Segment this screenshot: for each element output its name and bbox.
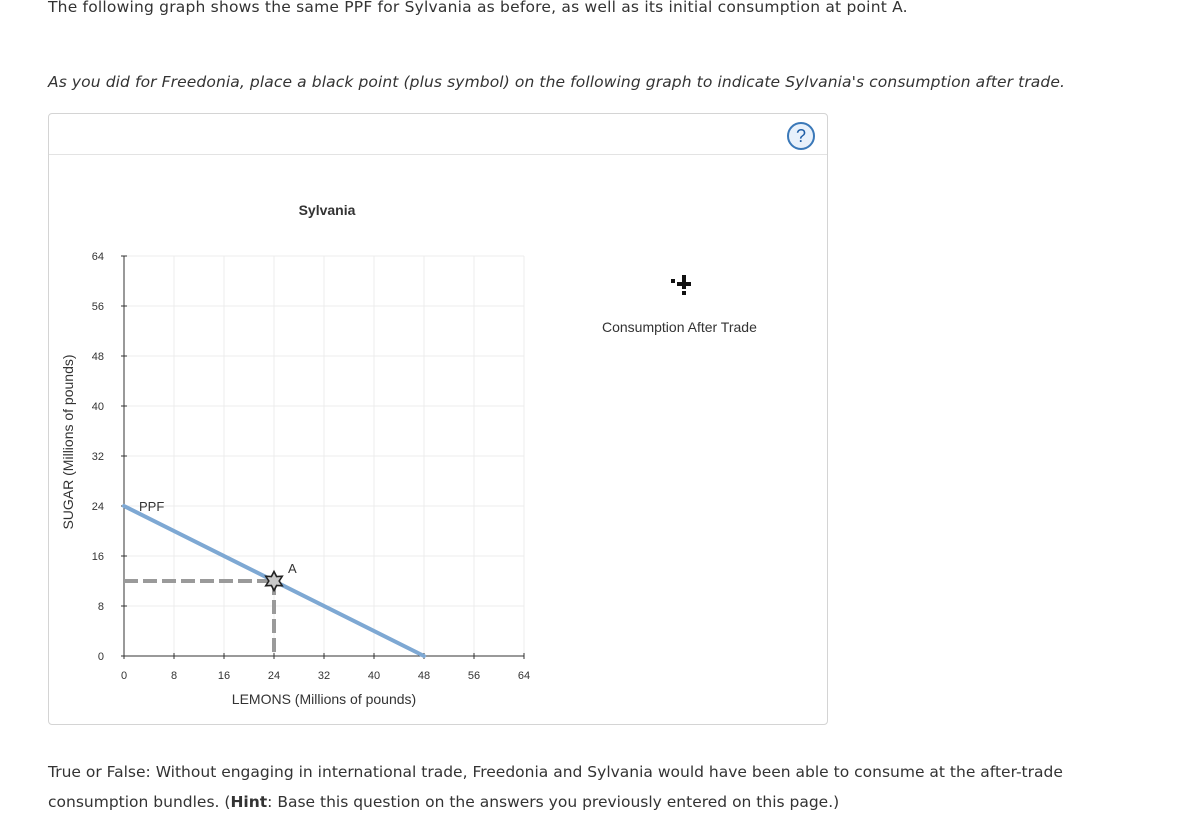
x-tick-label: 0 [120,670,128,682]
point-a-marker [266,572,282,591]
point-a-label: A [288,561,297,576]
question-part1: True or False: Without engaging in international trade, Freedonia and Sylvania would have been able to consume at the after-trade consumption bundles. ( [48,763,1063,811]
y-tick-label: 24 [91,501,104,513]
y-tick-label: 64 [91,251,104,263]
instruction-text: As you did for Freedonia, place a black point (plus symbol) on the following graph to indicate Sylvania's consumption after trade. [48,73,1065,91]
graph-panel [48,113,828,725]
x-tick-label: 40 [367,670,381,682]
help-button[interactable]: ? [787,122,815,150]
question-part2: : Base this question on the answers you previously entered on this page.) [267,793,840,811]
y-tick-label: 16 [91,551,104,563]
chart-svg[interactable] [49,114,829,726]
x-tick-label: 16 [217,670,231,682]
y-tick-label: 48 [91,351,104,363]
ppf-label: PPF [139,499,165,514]
y-tick-label: 8 [97,601,104,613]
x-tick-label: 8 [170,670,178,682]
point-layer [266,561,297,591]
x-axis-label: LEMONS (Millions of pounds) [231,691,417,707]
x-tick-label: 24 [267,670,281,682]
hint-label: Hint [230,793,268,811]
intro-text: The following graph shows the same PPF for Sylvania as before, as well as its initial consumption at point A. [48,0,908,16]
x-tick-label: 32 [317,670,331,682]
y-tick-label: 40 [91,401,104,413]
axis-layer [92,251,530,682]
question-text [48,757,1158,817]
grid-layer [124,256,524,656]
legend-label: Consumption After Trade [602,319,757,335]
plus-icon[interactable] [671,275,691,295]
x-tick-label: 56 [467,670,481,682]
y-tick-label: 0 [97,651,104,663]
chart-title: Sylvania [298,202,356,218]
x-tick-label: 64 [517,670,531,682]
y-tick-label: 56 [91,301,104,313]
y-axis-label: SUGAR (Millions of pounds) [60,354,76,530]
guide-layer [124,581,274,656]
y-tick-label: 32 [91,451,104,463]
x-tick-label: 48 [417,670,431,682]
